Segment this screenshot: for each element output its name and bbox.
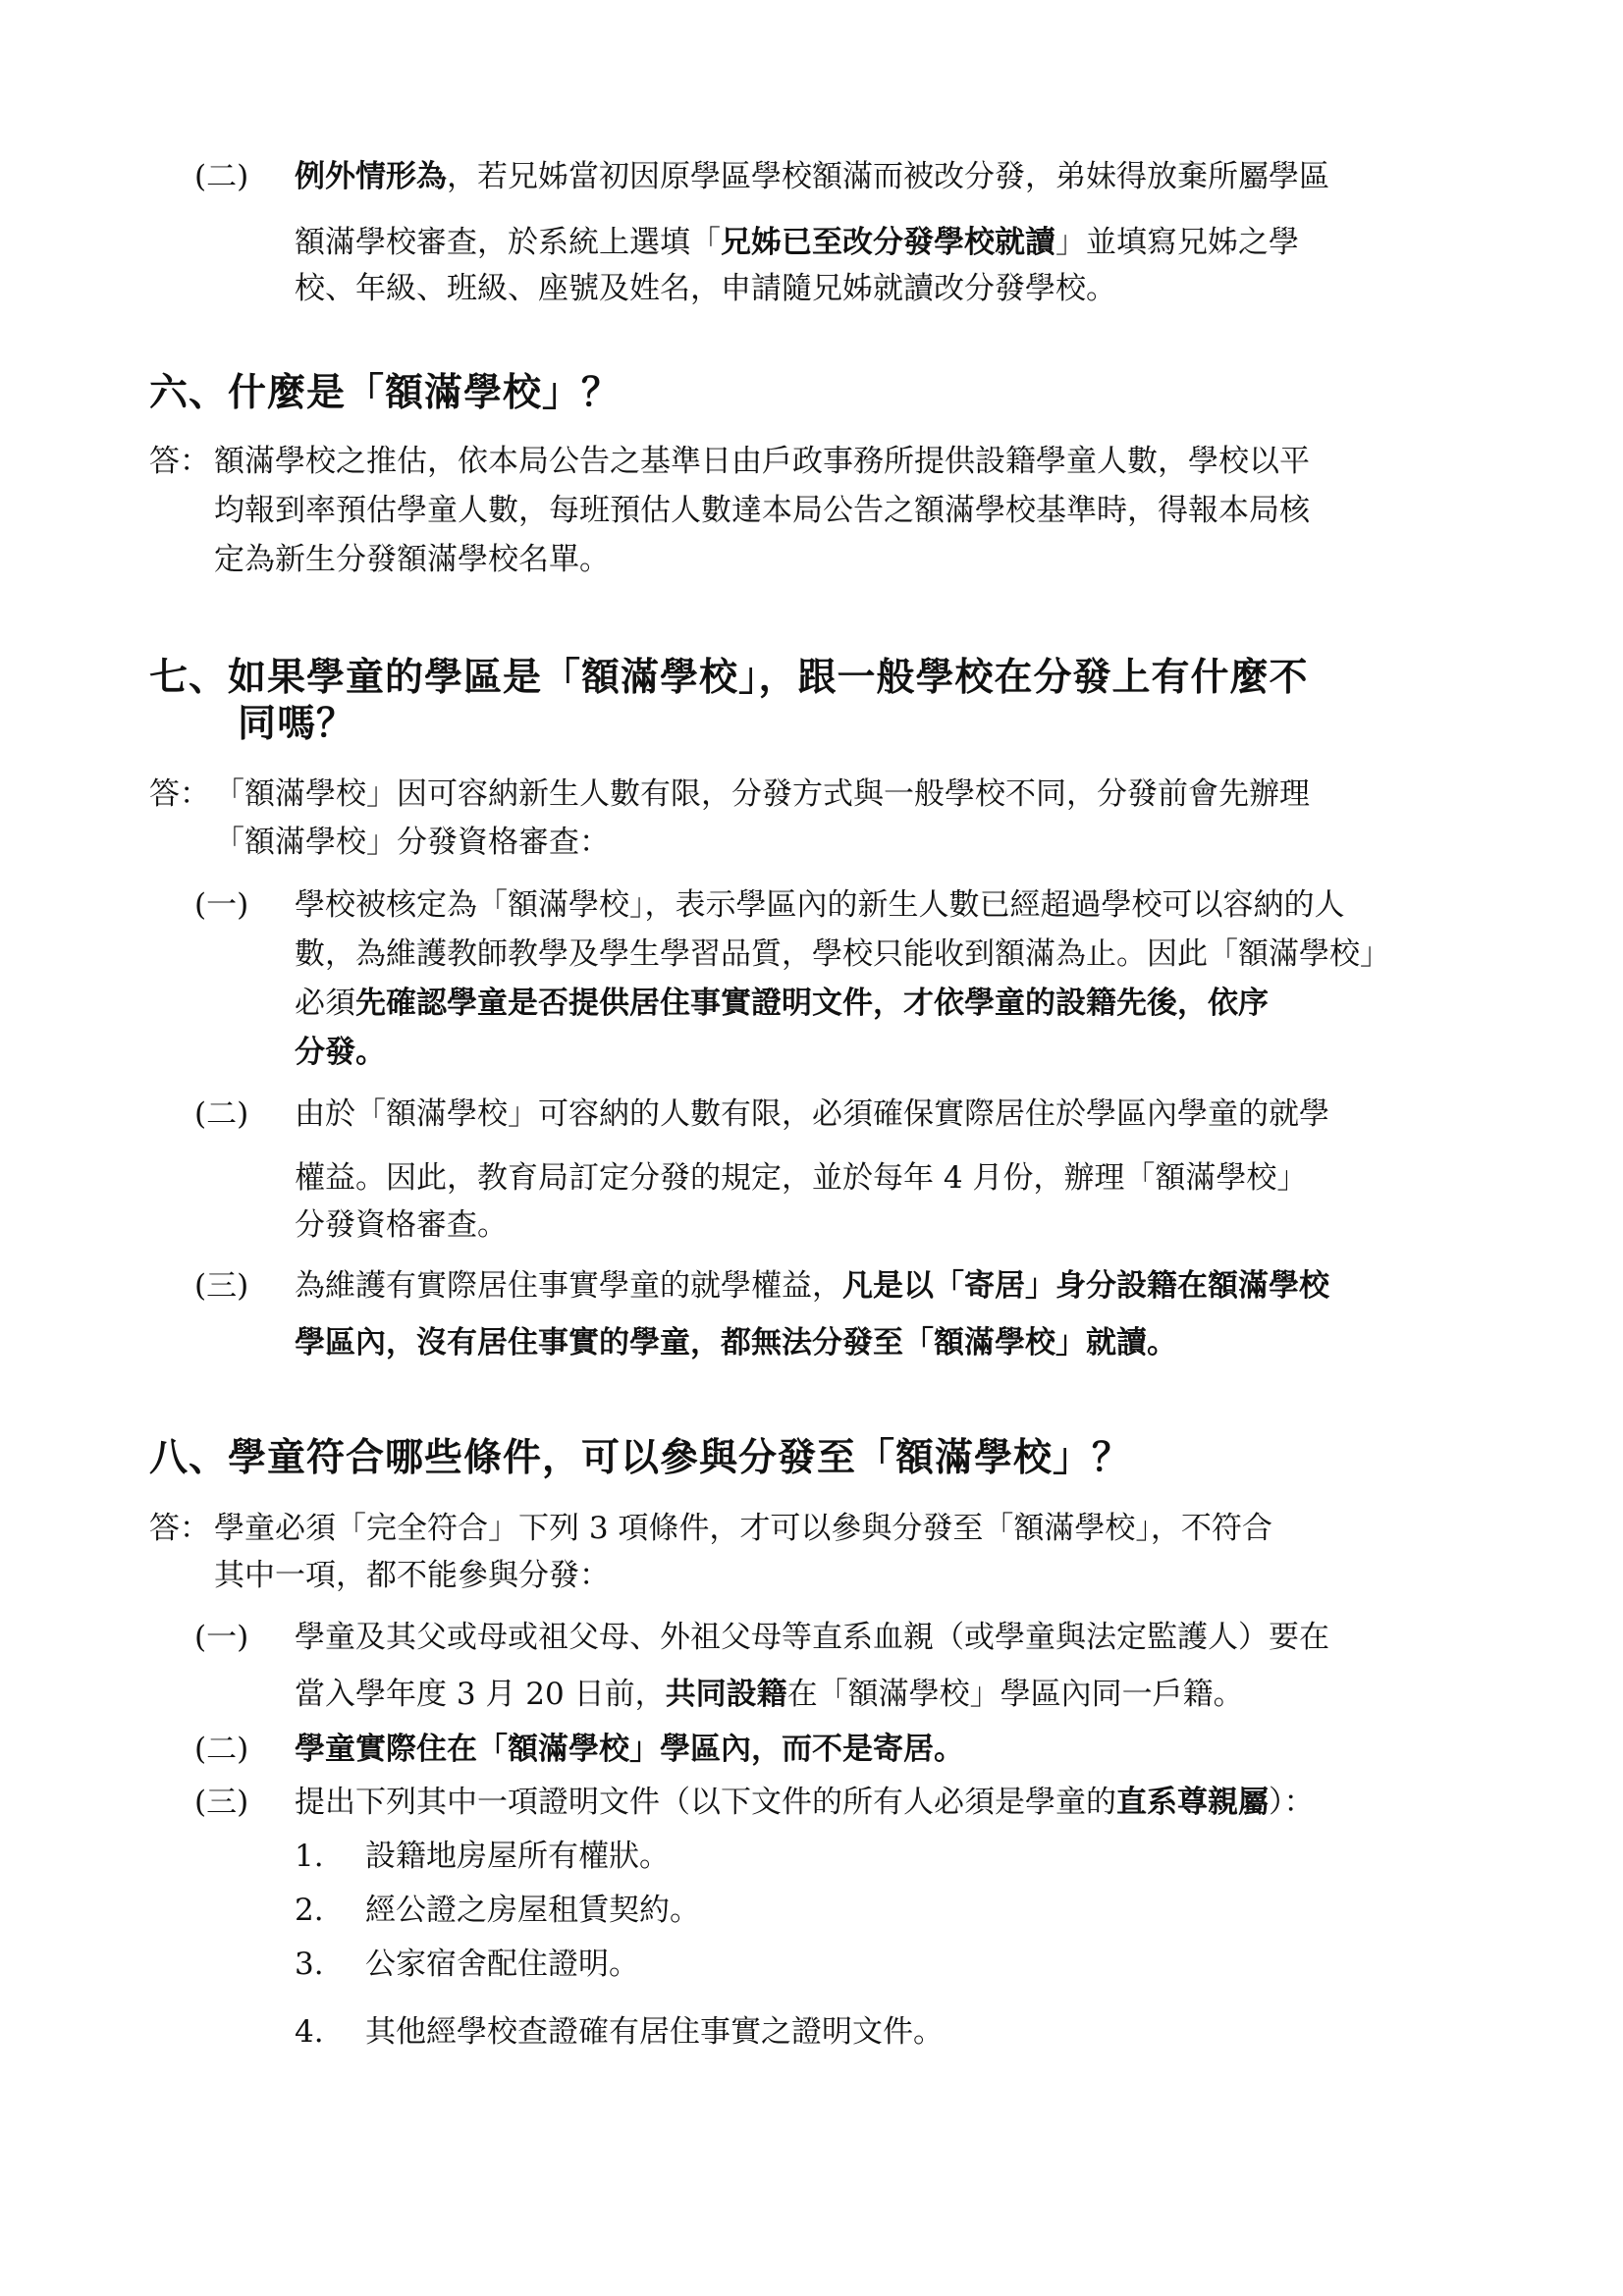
paragraph-line: 學童及其父或母或祖父母、外祖父母等直系血親（或學童與法定監護人）要在 [295,1620,1329,1655]
paragraph-line: 校、年級、班級、座號及姓名，申請隨兄姊就讀改分發學校。 [295,271,1116,306]
text: ，若兄姊當初因原學區學校額滿而被改分發，弟妹得放棄所屬學區 [447,159,1329,194]
paragraph-line [295,1675,1244,1714]
answer-label: 答： [149,1511,210,1546]
text: 提出下列其中一項證明文件（以下文件的所有人必須是學童的 [295,1785,1116,1820]
list-item: 設籍地房屋所有權狀。 [365,1839,670,1874]
list-number: 2. [295,1893,324,1928]
text: 在「額滿學校」學區內同一戶籍。 [786,1677,1244,1712]
paragraph-line: 分發。 [295,1035,386,1070]
item-label: (一) [194,887,249,923]
section-heading: 八、學童符合哪些條件，可以參與分發至「額滿學校」？ [149,1435,1132,1480]
text: 必須 [295,986,355,1021]
text: 額滿學校審查，於系統上選填「 [295,225,721,260]
paragraph-line: 均報到率預估學童人數，每班預估人數達本局公告之額滿學校基準時，得報本局核 [214,493,1310,528]
paragraph-line: 學童必須「完全符合」下列 3 項條件，才可以參與分發至「額滿學校」，不符合 [214,1511,1272,1546]
text: 當入學年度 3 月 20 日前， [295,1677,666,1712]
list-number: 3. [295,1947,324,1982]
paragraph-line: 分發資格審查。 [295,1207,508,1243]
list-number: 4. [295,2014,324,2050]
paragraph-line [295,223,1299,262]
item-label: (一) [194,1620,249,1655]
paragraph-line: 學校被核定為「額滿學校」，表示學區內的新生人數已經超過學校可以容納的人 [295,887,1345,923]
item-label: (二) [194,159,249,194]
bold-text: 先確認學童是否提供居住事實證明文件，才依學童的設籍先後，依序 [355,986,1269,1021]
list-item: 公家宿舍配住證明。 [365,1947,639,1982]
paragraph-line [295,157,1329,196]
section-heading: 六、什麼是「額滿學校」？ [149,370,622,415]
paragraph-line: 學童實際住在「額滿學校」學區內，而不是寄居。 [295,1732,964,1767]
bold-text: 凡是以「寄居」身分設籍在額滿學校 [842,1268,1329,1304]
paragraph-line: 「額滿學校」因可容納新生人數有限，分發方式與一般學校不同，分發前會先辦理 [214,776,1310,812]
text: 」並填寫兄姊之學 [1055,225,1299,260]
list-item: 經公證之房屋租賃契約。 [365,1893,700,1928]
paragraph-line [295,984,1269,1023]
bold-text: 共同設籍 [665,1677,787,1712]
bold-text: 直系尊親屬 [1116,1785,1269,1820]
item-label: (二) [194,1096,249,1132]
section-heading: 七、如果學童的學區是「額滿學校」，跟一般學校在分發上有什麼不 [149,655,1309,700]
item-label: (三) [194,1268,249,1304]
paragraph-line: 額滿學校之推估，依本局公告之基準日由戶政事務所提供設籍學童人數，學校以平 [214,444,1310,479]
paragraph-line: 數，為維護教師教學及學生學習品質，學校只能收到額滿為止。因此「額滿學校」 [295,936,1390,972]
bold-text: 例外情形為 [295,159,447,194]
section-heading-continued: 同嗎？ [238,701,356,746]
text: 為維護有實際居住事實學童的就學權益， [295,1268,842,1304]
paragraph-line: 權益。因此，教育局訂定分發的規定，並於每年 4 月份，辦理「額滿學校」 [295,1160,1308,1196]
bold-text: 兄姊已至改分發學校就讀 [721,225,1055,260]
paragraph-line [295,1266,1329,1306]
item-label: (三) [194,1785,249,1820]
answer-label: 答： [149,776,210,812]
item-label: (二) [194,1732,249,1767]
paragraph-line: 由於「額滿學校」可容納的人數有限，必須確保實際居住於學區內學童的就學 [295,1096,1329,1132]
list-item: 其他經學校查證確有居住事實之證明文件。 [365,2014,944,2050]
paragraph-line: 「額滿學校」分發資格審查： [214,825,610,860]
paragraph-line: 定為新生分發額滿學校名單。 [214,542,610,577]
text: ）： [1269,1785,1315,1820]
paragraph-line: 其中一項，都不能參與分發： [214,1558,610,1593]
paragraph-line [295,1783,1315,1822]
answer-label: 答： [149,444,210,479]
list-number: 1. [295,1839,324,1874]
paragraph-line: 學區內，沒有居住事實的學童，都無法分發至「額滿學校」就讀。 [295,1325,1177,1361]
